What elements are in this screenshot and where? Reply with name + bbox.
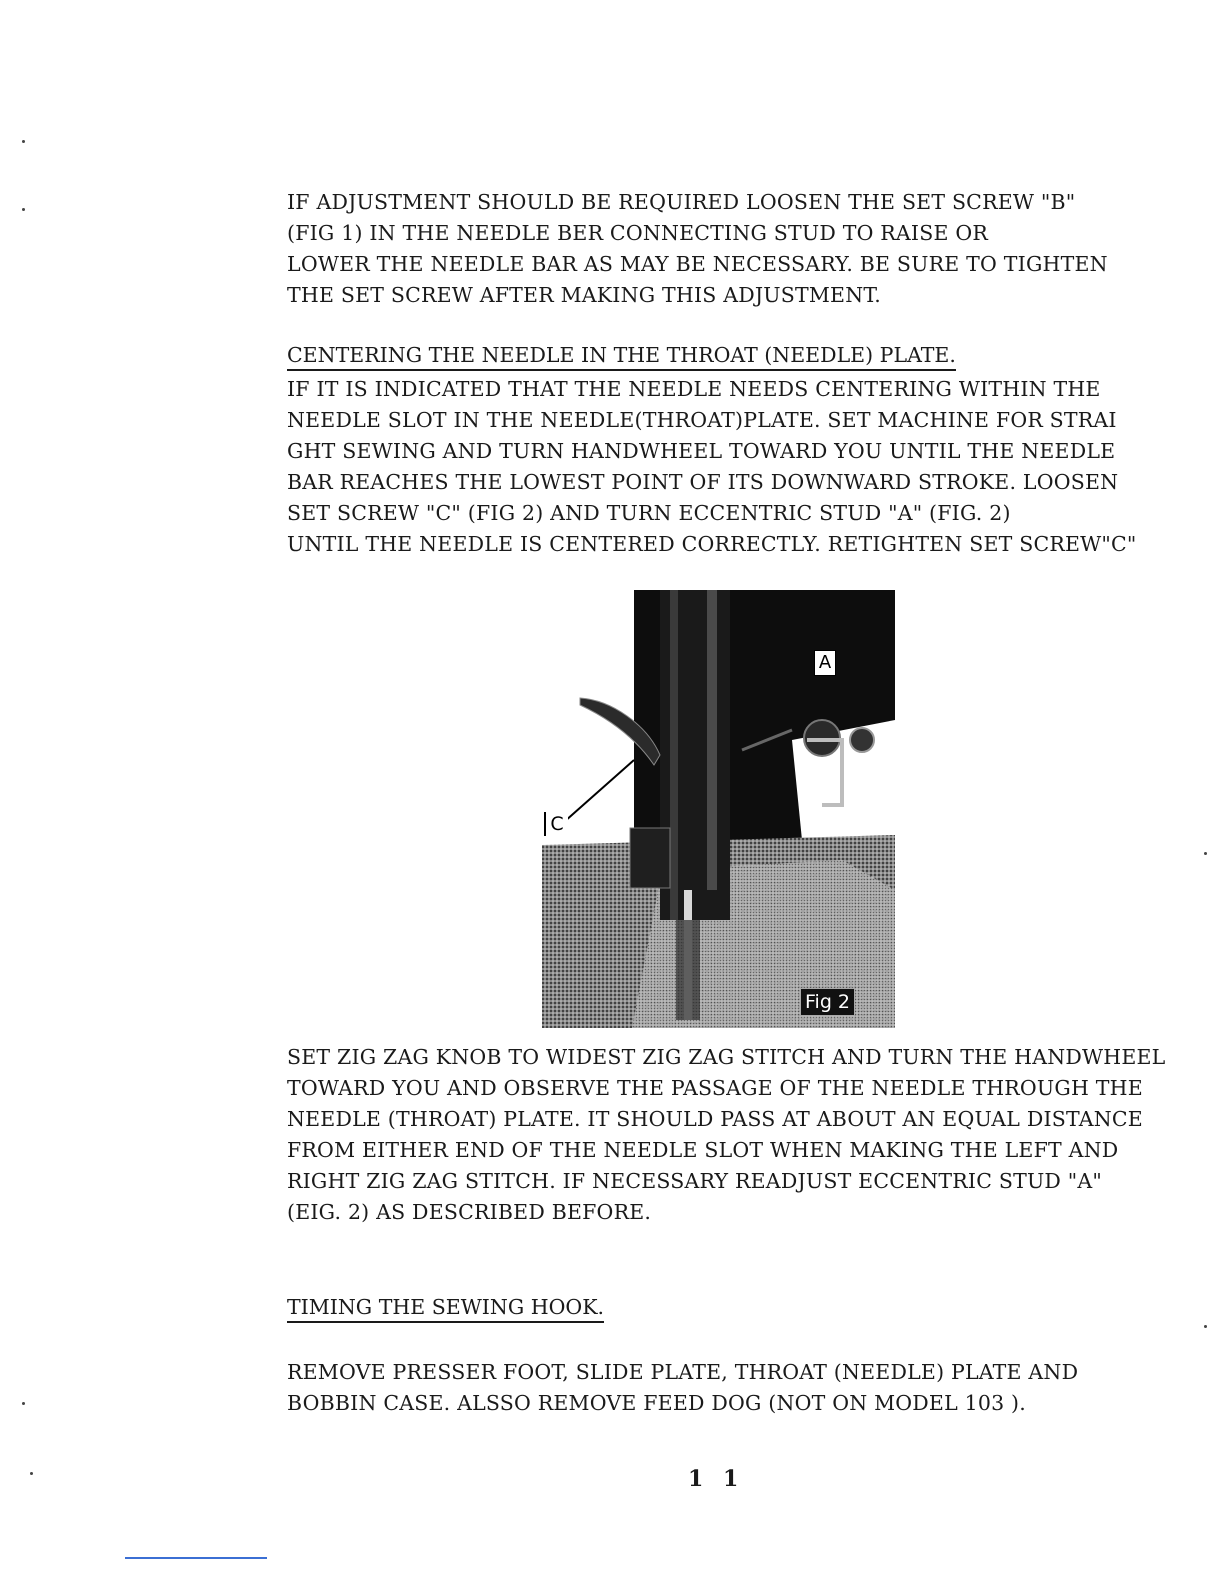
page-number: 1 1: [688, 1466, 745, 1492]
text-line: FROM EITHER END OF THE NEEDLE SLOT WHEN MAKING THE LEFT AND: [287, 1138, 1119, 1162]
scan-speck: [22, 140, 25, 143]
figure-label-a: A: [814, 650, 836, 676]
scan-speck: [22, 208, 25, 211]
scan-speck: [1204, 852, 1207, 855]
text-line: IF ADJUSTMENT SHOULD BE REQUIRED LOOSEN THE SET SCREW "B": [287, 190, 1076, 214]
text-line: LOWER THE NEEDLE BAR AS MAY BE NECESSARY. BE SURE TO TIGHTEN: [287, 252, 1108, 276]
text-line: NEEDLE (THROAT) PLATE. IT SHOULD PASS AT ABOUT AN EQUAL DISTANCE: [287, 1107, 1143, 1131]
text-line: UNTIL THE NEEDLE IS CENTERED CORRECTLY. RETIGHTEN SET SCREW"C": [287, 532, 1137, 556]
bottom-rule: [125, 1557, 267, 1559]
sewing-machine-photo: [542, 590, 895, 1028]
text-line: BAR REACHES THE LOWEST POINT OF ITS DOWNWARD STROKE. LOOSEN: [287, 470, 1119, 494]
text-line: BOBBIN CASE. ALSSO REMOVE FEED DOG (NOT ON MODEL 103 ).: [287, 1391, 1026, 1415]
text-line: (EIG. 2) AS DESCRIBED BEFORE.: [287, 1200, 652, 1224]
heading-centering-needle: CENTERING THE NEEDLE IN THE THROAT (NEEDLE) PLATE.: [287, 342, 956, 371]
text-line: TOWARD YOU AND OBSERVE THE PASSAGE OF THE NEEDLE THROUGH THE: [287, 1076, 1143, 1100]
text-line: SET ZIG ZAG KNOB TO WIDEST ZIG ZAG STITCH AND TURN THE HANDWHEEL: [287, 1045, 1166, 1069]
figure-label-c: C: [544, 812, 568, 836]
text-line: RIGHT ZIG ZAG STITCH. IF NECESSARY READJUST ECCENTRIC STUD "A": [287, 1169, 1103, 1193]
heading-timing-hook: TIMING THE SEWING HOOK.: [287, 1294, 604, 1323]
text-line: THE SET SCREW AFTER MAKING THIS ADJUSTMENT.: [287, 283, 881, 307]
scan-speck: [22, 1402, 25, 1405]
scan-speck: [1204, 1325, 1207, 1328]
text-line: SET SCREW "C" (FIG 2) AND TURN ECCENTRIC STUD "A" (FIG. 2): [287, 501, 1011, 525]
figure-2-photo: [542, 590, 895, 1028]
text-line: REMOVE PRESSER FOOT, SLIDE PLATE, THROAT (NEEDLE) PLATE AND: [287, 1360, 1079, 1384]
figure-caption: Fig 2: [800, 988, 855, 1016]
text-line: NEEDLE SLOT IN THE NEEDLE(THROAT)PLATE. SET MACHINE FOR STRAI: [287, 408, 1117, 432]
text-line: IF IT IS INDICATED THAT THE NEEDLE NEEDS CENTERING WITHIN THE: [287, 377, 1101, 401]
text-line: (FIG 1) IN THE NEEDLE BER CONNECTING STUD TO RAISE OR: [287, 221, 988, 245]
scan-speck: [30, 1472, 33, 1475]
text-line: GHT SEWING AND TURN HANDWHEEL TOWARD YOU UNTIL THE NEEDLE: [287, 439, 1116, 463]
